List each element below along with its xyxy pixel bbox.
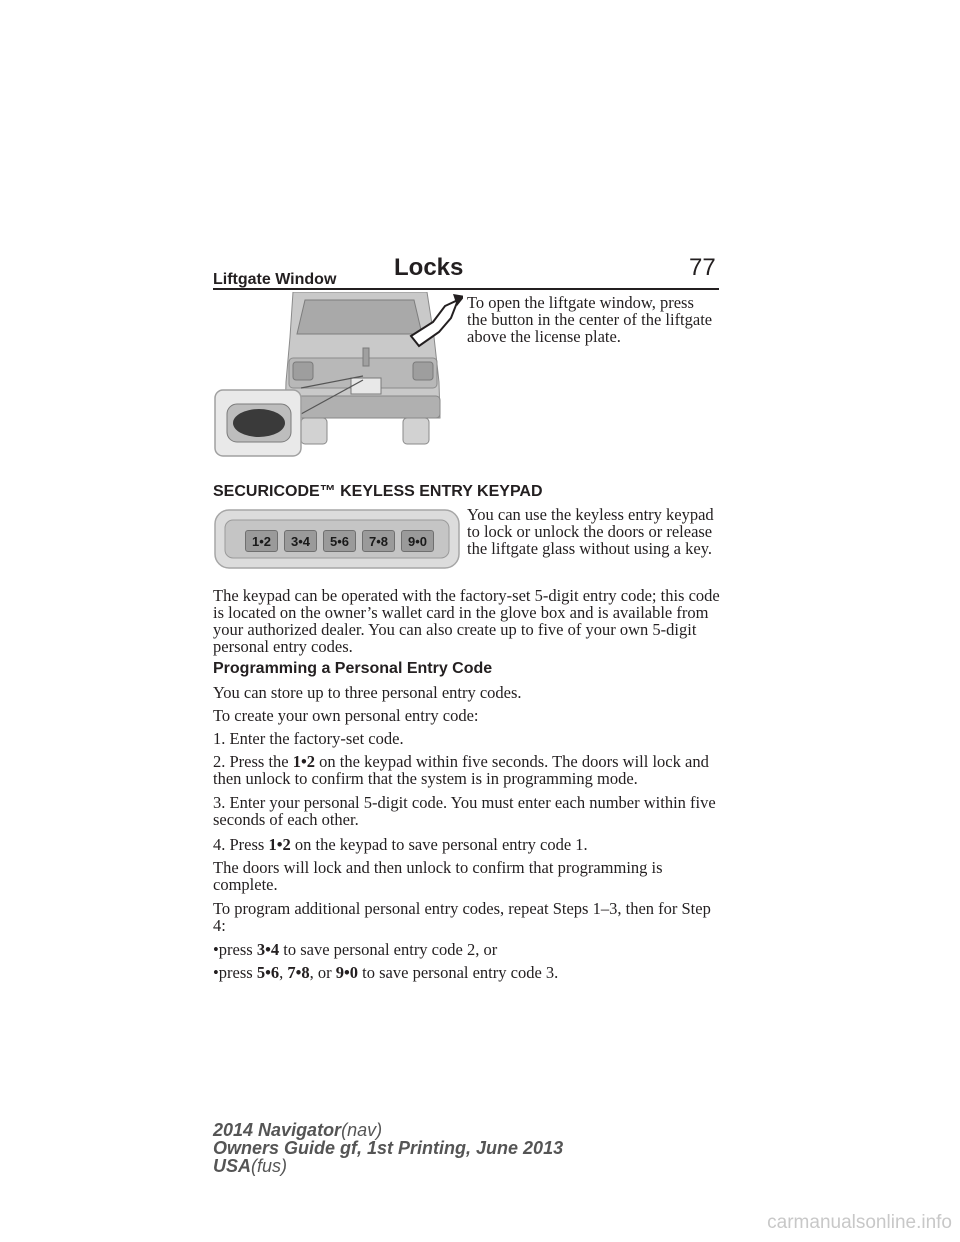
liftgate-heading: Liftgate Window xyxy=(213,271,337,288)
step-4-text-a: 4. Press xyxy=(213,835,269,854)
bullet-2-sep-1: , xyxy=(279,963,288,982)
step-2-key: 1•2 xyxy=(292,752,316,771)
step-4 xyxy=(213,836,723,853)
bullet-1-text-b: to save personal entry code 2, or xyxy=(279,940,498,959)
keypad-paragraph: The keypad can be operated with the factory-set 5-digit entry code; this code is located on the owner’s wallet card in the glove box and is available from your authorized dealer. You can also create up to five of your own 5-digit personal entry codes. xyxy=(213,586,720,656)
programming-p1: You can store up to three personal entry codes. xyxy=(213,683,522,702)
liftgate-text: To open the liftgate window, press the button in the center of the liftgate above the license plate. xyxy=(467,293,713,346)
bullet-1-key: 3•4 xyxy=(256,940,280,959)
bullet-2-key-2: 7•8 xyxy=(287,963,310,982)
bullet-2-text-a: press xyxy=(218,963,257,982)
keypad-keys xyxy=(245,530,434,552)
step-2 xyxy=(213,753,723,787)
bullet-item xyxy=(213,941,723,958)
keypad-key[interactable]: 5•6 xyxy=(323,530,356,552)
bullet-2-sep-2: , or xyxy=(309,963,336,982)
keypad-key[interactable]: 1•2 xyxy=(245,530,278,552)
programming-p2: To create your own personal entry code: xyxy=(213,706,479,725)
footer-model: 2014 Navigator xyxy=(213,1120,342,1140)
footer-line-2: Owners Guide gf, 1st Printing, June 2013 xyxy=(213,1138,564,1158)
bullet-2-key-3: 9•0 xyxy=(335,963,359,982)
step-4-key: 1•2 xyxy=(268,835,291,854)
watermark: carmanualsonline.info xyxy=(767,1212,952,1233)
footer-market: USA xyxy=(213,1156,252,1176)
footer-market-code: (fus) xyxy=(251,1156,288,1176)
bullet-icon: • xyxy=(213,963,219,982)
keypad-key[interactable]: 9•0 xyxy=(401,530,434,552)
step-2-text-a: 2. Press the xyxy=(213,752,293,771)
footer-model-code: (nav) xyxy=(341,1120,383,1140)
bullet-2-key-1: 5•6 xyxy=(256,963,280,982)
keypad-heading: SECURICODE™ KEYLESS ENTRY KEYPAD xyxy=(213,483,543,500)
footer-line-3 xyxy=(213,1157,563,1175)
footer-line-1 xyxy=(213,1121,563,1139)
bullet-1-text-a: press xyxy=(218,940,257,959)
programming-p3: The doors will lock and then unlock to confirm that programming is complete. xyxy=(213,858,663,894)
programming-p4: To program additional personal entry codes, repeat Steps 1–3, then for Step 4: xyxy=(213,899,711,935)
step-1: 1. Enter the factory-set code. xyxy=(213,729,404,748)
step-3: 3. Enter your personal 5-digit code. You must enter each number within five seconds of each other. xyxy=(213,793,716,829)
keypad-intro: You can use the keyless entry keypad to lock or unlock the doors or release the liftgate glass without using a key. xyxy=(467,505,714,558)
page-footer xyxy=(213,1121,563,1175)
keypad-key[interactable]: 3•4 xyxy=(284,530,317,552)
bullet-icon: • xyxy=(213,940,219,959)
step-4-text-b: on the keypad to save personal entry code 1. xyxy=(290,835,588,854)
bullet-2-text-b: to save personal entry code 3. xyxy=(358,963,559,982)
keypad-key[interactable]: 7•8 xyxy=(362,530,395,552)
programming-heading: Programming a Personal Entry Code xyxy=(213,660,493,677)
page-number: 77 xyxy=(689,254,716,281)
step-2-text-b: on the keypad within five seconds. The doors will lock and then unlock to confirm that the system is in programming mode. xyxy=(213,752,709,788)
liftgate-illustration xyxy=(213,292,463,462)
bullet-item xyxy=(213,964,723,981)
section-title: Locks xyxy=(394,254,464,281)
